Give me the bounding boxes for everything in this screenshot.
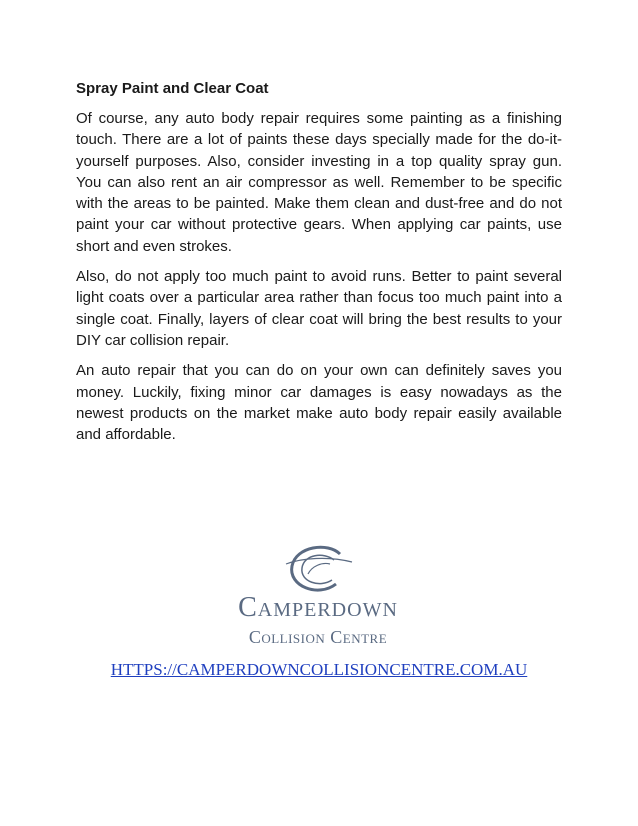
logo-subtitle: Collision Centre (248, 627, 388, 647)
company-logo (210, 544, 426, 652)
logo-name: Camperdown (238, 592, 398, 623)
paragraph-1: Of course, any auto body repair requires some painting as a finishing touch. There are a lot of paints these days specially made for the do-it-yourself purposes. Also, consider investing in a top quality spray gun. You can also rent an air compressor as well. Remember to be specific with the areas to be painted. Make them clean and dust-free and do not paint your car without protective gears. When applying car paints, use short and even strokes. (76, 110, 562, 255)
paragraph-2: Also, do not apply too much paint to avoid runs. Better to paint several light coats over a particular area rather than focus too much paint into a single coat. Finally, layers of clear coat will bring the best results to your DIY car collision repair. (76, 268, 562, 349)
paragraph-3: An auto repair that you can do on your own can definitely saves you money. Luckily, fixing minor car damages is easy nowadays as the newest products on the market make auto body repair easily available and affordable. (76, 362, 562, 444)
website-link[interactable]: HTTPS://CAMPERDOWNCOLLISIONCENTRE.COM.AU (110, 660, 528, 679)
section-heading: Spray Paint and Clear Coat (76, 80, 269, 97)
logo-c-monogram-icon (278, 544, 358, 596)
article-body (76, 78, 562, 454)
